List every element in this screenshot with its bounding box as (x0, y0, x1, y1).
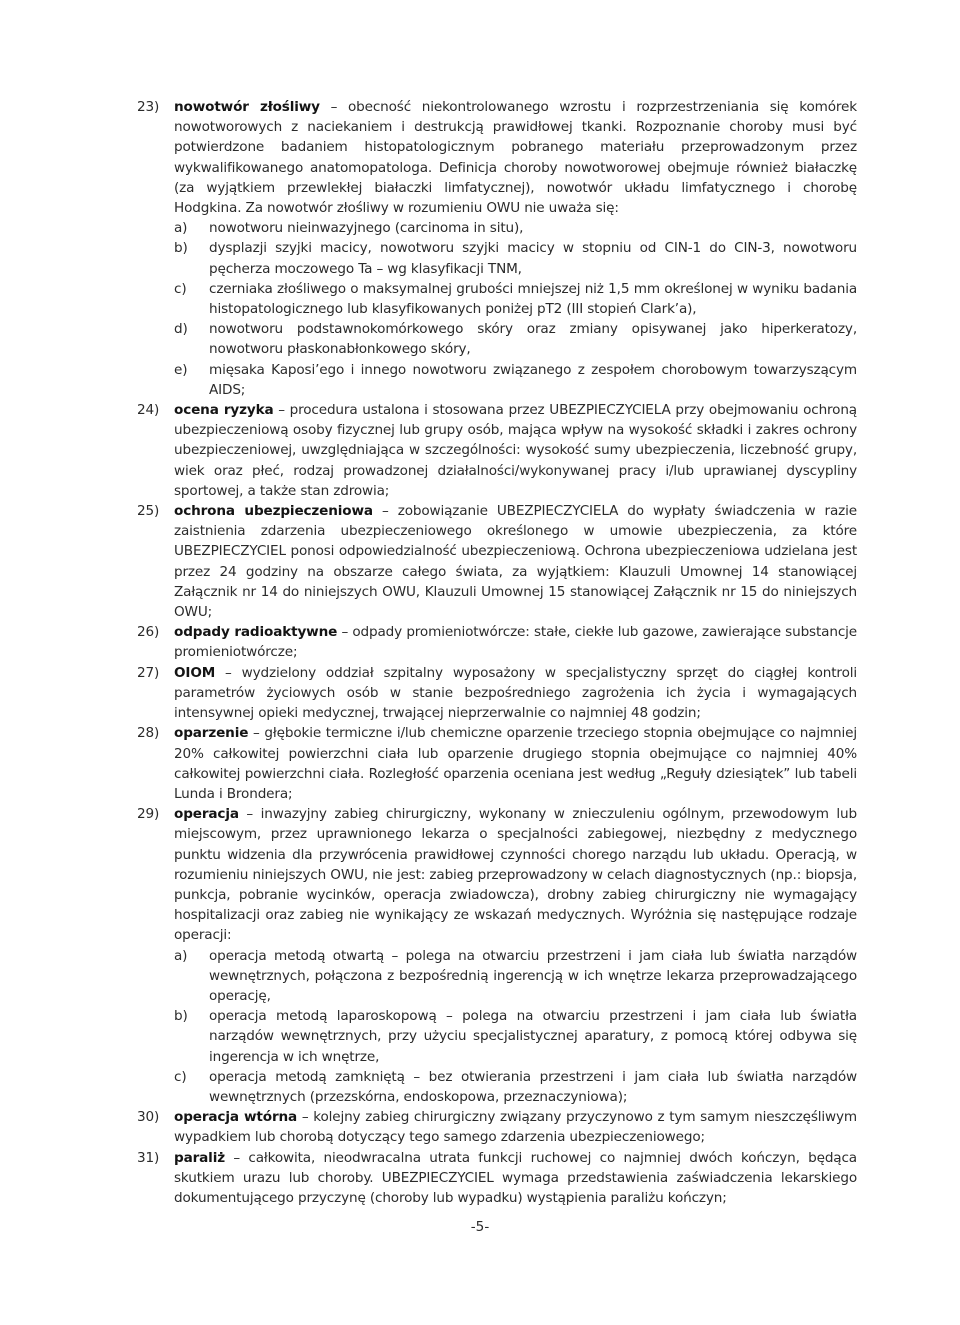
item-number: 23) (137, 99, 160, 115)
definition-item (137, 1107, 857, 1147)
definition-text: – głębokie termiczne i/lub chemiczne oparzenie trzeciego stopnia obejmujące co najmniej 20% całkowitej powierzchni ciała lub oparzenie drugiego stopnia obejmujące co najmniej 40% całkowitej powierzchni ciała. Rozległość oparzenia oceniana jest według „Reguły dziesiątek” lub tabeli Lunda i Brondera; (174, 725, 857, 802)
item-number: 28) (137, 725, 160, 742)
item-number: 29) (137, 806, 160, 823)
sub-item-letter: a) (174, 947, 188, 964)
definition-text: – odpady promieniotwórcze: stałe, ciekłe lub gazowe, zawierające substancje promieniotwórcze; (174, 624, 857, 661)
sub-item-letter: b) (174, 240, 188, 257)
definition-item (137, 501, 857, 622)
definition-item (137, 400, 857, 501)
definition-item (137, 804, 857, 1107)
sub-item (174, 218, 857, 238)
definition-item (137, 1148, 857, 1209)
defined-term: ocena ryzyka (174, 402, 274, 419)
item-body (174, 663, 857, 724)
definition-text: – inwazyjny zabieg chirurgiczny, wykonany w znieczuleniu ogólnym, przewodowym lub miejscowym, przez uprawnionego lekarza o specjalności zabiegowej, niezbędny z medycznego punktu widzenia dla przywrócenia prawidłowej czynności chorego narządu lub układu. Operacją, w rozumieniu niniejszych OWU, nie jest: zabieg przeprowadzony w celach diagnostycznych (np.: biopsja, punkcja, pobranie wycinków, operacja zwiadowcza), drobny zabieg chirurgiczny nie wymagający hospitalizacji oraz zabieg nie wynikający ze wskazań medycznych. Wyróżnia się następujące rodzaje operacji: (174, 806, 857, 944)
defined-term: oparzenie (174, 725, 249, 742)
sub-item-letter: a) (174, 220, 188, 237)
sub-item-letter: c) (174, 1068, 187, 1085)
defined-term: paraliż (174, 1149, 225, 1166)
definition-text: – obecność niekontrolowanego wzrostu i rozprzestrzeniania się komórek nowotworowych z naciekaniem i destrukcją prawidłowej tkanki. Rozpoznanie choroby musi być potwierdzone badaniem histopatologicznym pobranego materiału przeprowadzonym przez wykwalifikowanego anatomopatologa. Definicja choroby nowotworowej obejmuje również białaczkę (za wyjątkiem przewlekłej białaczki limfatycznej), nowotwór układu limfatycznego i chorobę Hodgkina. Za nowotwór złośliwy w rozumieniu OWU nie uważa się: (174, 99, 857, 217)
sub-item-letter: d) (174, 321, 188, 338)
definition-item (137, 723, 857, 804)
page-number: -5- (470, 1219, 490, 1235)
item-number: 25) (137, 503, 160, 520)
sub-item-letter: c) (174, 280, 187, 297)
sub-item (174, 1067, 857, 1107)
defined-term: operacja (174, 806, 239, 823)
sub-item-text: czerniaka złośliwego o maksymalnej grubości mniejszej niż 1,5 mm określonej w wyniku badania histopatologicznego lub klasyfikowanych poniżej pT2 (III stopień Clark’a), (209, 280, 857, 318)
item-body (174, 622, 857, 662)
sub-item-text: dysplazji szyjki macicy, nowotworu szyjki macicy w stopniu od CIN-1 do CIN-3, nowotworu pęcherza moczowego Ta – wg klasyfikacji TNM, (209, 240, 857, 277)
sub-item-text: operacja metodą laparoskopową – polega na otwarciu przestrzeni i jam ciała lub światła narządów wewnętrznych, przy użyciu specjalistycznej aparatury, z pomocą której odbywa się ingerencja w ich wnętrze, (209, 1008, 857, 1065)
sub-item (174, 1006, 857, 1067)
definition-text: – wydzielony oddział szpitalny wyposażony w specjalistyczny sprzęt do ciągłej kontroli parametrów życiowych osób w stanie bezpośredniego zagrożenia ich życia i wymagających intensywnej opieki medycznej, trwającej nieprzerwalnie co najmniej 48 godzin; (174, 664, 857, 722)
sub-item-text: nowotworu nieinwazyjnego (carcinoma in situ), (209, 220, 524, 237)
definition-item (137, 97, 857, 400)
sub-item (174, 319, 857, 359)
sub-item-letter: b) (174, 1008, 188, 1025)
sub-item-text: mięsaka Kaposi’ego i innego nowotworu związanego z zespołem chorobowym towarzyszącym AIDS; (209, 361, 857, 398)
sub-item (174, 279, 857, 319)
item-body (174, 501, 857, 622)
definition-text: – zobowiązanie UBEZPIECZYCIELA do wypłaty świadczenia w razie zaistnienia zdarzenia ubezpieczeniowego określonego w umowie ubezpieczenia, za które UBEZPIECZYCIEL ponosi odpowiedzialność ubezpieczeniową. Ochrona ubezpieczeniowa udzielana jest przez 24 godziny na obszarze całego świata, za wyjątkiem: Klauzuli Umownej 14 stanowiącej Załącznik nr 14 do niniejszych OWU, Klauzuli Umownej 15 stanowiącej Załącznik nr 15 do niniejszych OWU; (174, 503, 857, 621)
sub-item (174, 238, 857, 278)
definition-text: – procedura ustalona i stosowana przez UBEZPIECZYCIELA przy obejmowaniu ochroną ubezpieczeniową osoby fizycznej lub grupy osób, mająca wpływ na wysokość składki i zakres ochrony ubezpieczeniowej, uwzględniająca w szczególności: wysokość sumy ubezpieczenia, liczebność grupy, wiek oraz płeć, rodzaj prowadzonej działalności/wykonywanej pracy i/lub uprawianej dyscypliny sportowej, a także stan zdrowia; (174, 402, 857, 499)
defined-term: ochrona ubezpieczeniowa (174, 503, 373, 520)
item-body (174, 804, 857, 1107)
definitions-list (137, 97, 857, 1208)
sub-item-text: nowotworu podstawnokomórkowego skóry oraz zmiany opisywanej jako hiperkeratozy, nowotworu płaskonabłonkowego skóry, (209, 321, 857, 358)
item-body (174, 400, 857, 501)
defined-term: nowotwór złośliwy (174, 99, 320, 115)
definition-text: – kolejny zabieg chirurgiczny związany przyczynowo z tym samym nieszczęśliwym wypadkiem lub chorobą dotyczący tego samego zdarzenia ubezpieczeniowego; (174, 1109, 857, 1146)
definition-text: – całkowita, nieodwracalna utrata funkcji ruchowej co najmniej dwóch kończyn, będąca skutkiem urazu lub choroby. UBEZPIECZYCIEL wymaga przedstawienia zaświadczenia lekarskiego dokumentującego przyczynę (choroby lub wypadku) wystąpienia paraliżu kończyn; (174, 1149, 857, 1206)
item-number: 27) (137, 664, 160, 681)
sub-item-text: operacja metodą zamkniętą – bez otwierania przestrzeni i jam ciała lub światła narządów wewnętrznych (przezskórna, endoskopowa, przeznaczyniowa); (209, 1068, 857, 1105)
item-number: 24) (137, 402, 160, 419)
sub-item (174, 360, 857, 400)
definition-item (137, 622, 857, 662)
item-body (174, 1107, 857, 1147)
defined-term: OIOM (174, 664, 216, 681)
definition-item (137, 663, 857, 724)
sub-item-letter: e) (174, 361, 188, 378)
item-number: 30) (137, 1109, 160, 1126)
item-body (174, 97, 857, 400)
defined-term: odpady radioaktywne (174, 624, 338, 641)
sub-item (174, 946, 857, 1007)
item-body (174, 1148, 857, 1209)
sub-item-text: operacja metodą otwartą – polega na otwarciu przestrzeni i jam ciała lub światła narządów wewnętrznych, połączona z bezpośrednią ingerencją w ich wnętrze lekarza przeprowadzającego operację, (209, 947, 857, 1004)
item-number: 26) (137, 624, 160, 641)
item-body (174, 723, 857, 804)
item-number: 31) (137, 1149, 160, 1166)
defined-term: operacja wtórna (174, 1109, 298, 1126)
